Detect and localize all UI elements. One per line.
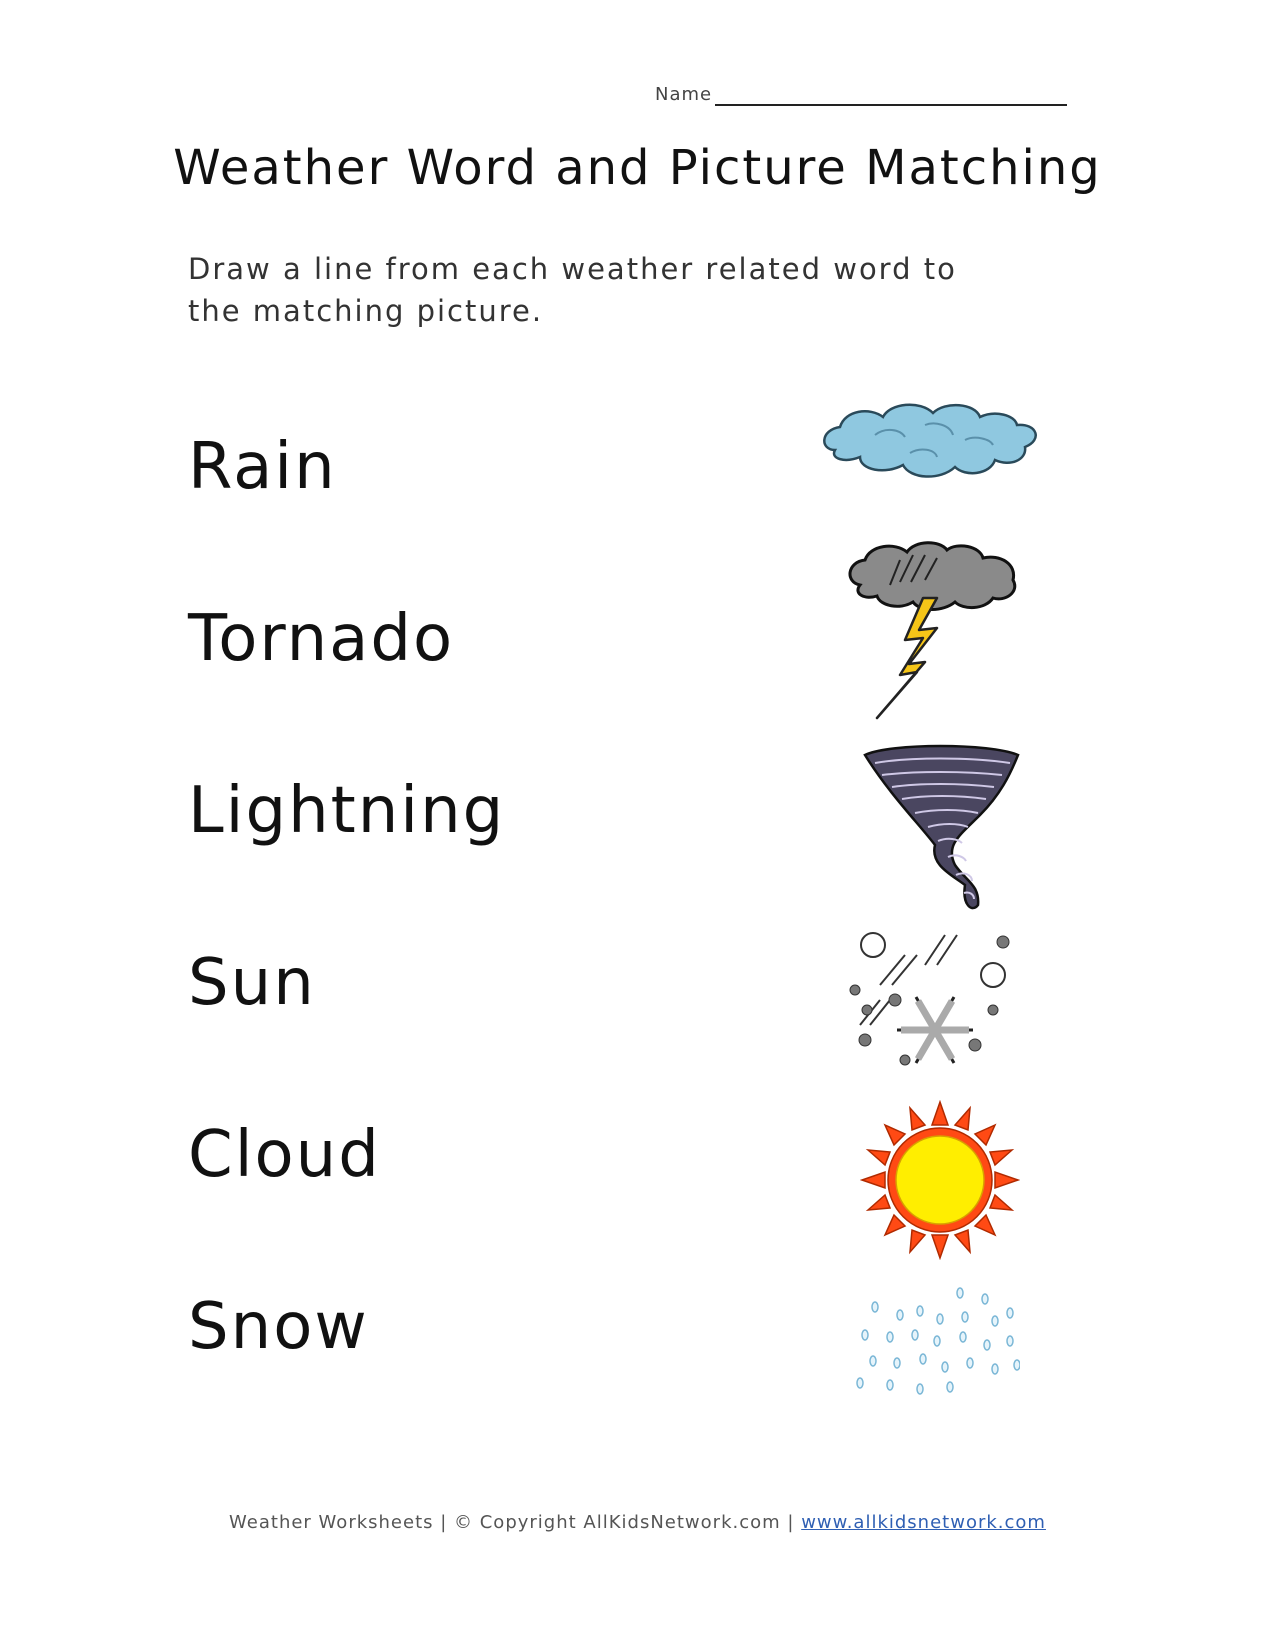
- sun-icon: [860, 1100, 1020, 1260]
- word-snow: Snow: [188, 1290, 369, 1364]
- name-label: Name: [655, 84, 713, 105]
- name-line[interactable]: [715, 104, 1067, 106]
- word-tornado: Tornado: [188, 602, 455, 676]
- rain-drops-icon: [845, 1285, 1020, 1400]
- page-title: Weather Word and Picture Matching: [173, 140, 1102, 196]
- footer: [0, 1512, 1275, 1533]
- word-lightning: Lightning: [188, 774, 506, 848]
- tornado-icon: [860, 735, 1020, 915]
- instructions: Draw a line from each weather related word to the matching picture.: [188, 252, 957, 328]
- storm-lightning-icon: [845, 540, 1025, 720]
- word-sun: Sun: [188, 946, 316, 1020]
- footer-text: Weather Worksheets | © Copyright AllKidsNetwork.com |: [229, 1512, 795, 1533]
- cloud-icon: [815, 395, 1045, 495]
- word-cloud: Cloud: [188, 1118, 381, 1192]
- snow-icon: [845, 930, 1020, 1070]
- footer-link[interactable]: www.allkidsnetwork.com: [801, 1512, 1046, 1533]
- name-field: [655, 80, 1075, 110]
- word-rain: Rain: [188, 430, 337, 504]
